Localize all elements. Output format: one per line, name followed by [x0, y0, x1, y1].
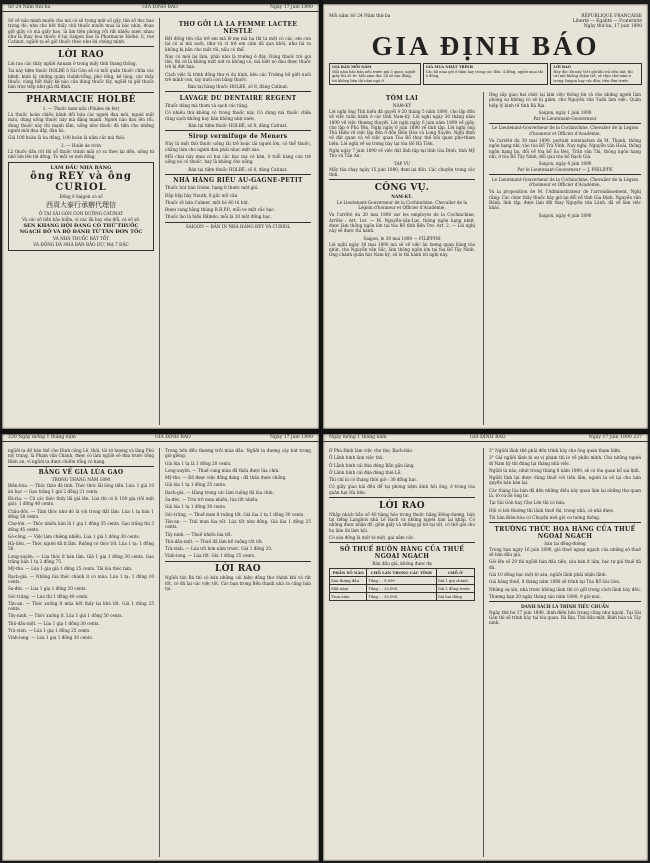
header-center: GIA ĐỊNH BÁO [155, 435, 191, 440]
list-item: 2° Ngũởi lãnh thẻ phải đến trình bày cho ông quan tham biện. [489, 448, 622, 453]
box-title: LỜI RAO [553, 65, 571, 69]
price-row: Sóc-trăng. — Lúa thì 1 đồng 40 cents. [8, 593, 89, 599]
table-cell: Sáu tháng đầu [330, 576, 367, 584]
table-header: PHẦN SỐ NÀO [330, 568, 367, 576]
paragraph: Có sáu đồng là một tờ một, giá năm cắc. [329, 534, 415, 540]
list-item: Hội vì bởi thường thì lãnh thuế thì, trong nhà, có nhà được. [489, 507, 615, 513]
newspaper-page-2 [323, 4, 648, 429]
paragraph: Có nhiều thứ không có trong thuốc này. Có dùng mà thuốc chữa răng sạch không hay bán không nhịt nước. [165, 110, 311, 121]
bank-advertisement [8, 162, 154, 251]
signature-line: Saigon, ngày 1 juin 1890 [538, 109, 592, 115]
box-text: Mỗi năm báo bán nếu trước giá 3 quan; ngũởi giấy thì 20 tờ. Mỗi năm đọc 24 số sáu đồng, tới không bán thì năm ngũ ít. [332, 69, 416, 83]
subscribe-box [423, 63, 549, 85]
republic-line: RÉPUBLIQUE FRANÇAISE [581, 14, 642, 19]
box-title: GIÁ MUA NHẬT TRÌNH [425, 65, 473, 69]
signature-line: Bán tại tiệm thuốc HOLBÉ, số 8, đàng Catinat. [188, 166, 288, 172]
price-box [329, 63, 421, 85]
paragraph: Ông sắp giao hai chức lại làm việc thông tin và cho những người làm phóng sự không có sẽ bị giảm, cho Nguyễn văn Tuấn làm việc. Quản hiệp lý kinh tế tỉnh Bà Rịa. [489, 92, 641, 108]
section-heading: BẢNG VỀ GIÁ LÚA GẠO [38, 469, 124, 477]
misc-body: Mấy tàu chạy ngày 15 juin 1890, đem lại đồn. Các chuyện trong các tỉnh. [329, 166, 475, 177]
table-header: CHỖ LÀN TRONG CÁC TỈNH [367, 568, 436, 576]
notice-box [550, 63, 642, 85]
paragraph: Mỗi chai này mua có hai cắc bạc mà có bán, ở tuổi hàng con trẻ uống nó có thuốc, hay là không cho uống. [165, 154, 311, 165]
pharmacie-item-2: 2. — Huile de ricin [61, 142, 101, 148]
section-heading: DANH SÁCH LÀ TRÌNH TIÊU CHUẨN [521, 603, 609, 609]
price-row: Tây-ninh. — Thóc xuống ít. Lúa 1 giá 1 đồng 50 cents. [8, 613, 123, 619]
section-subheading: TRONG THÁNG NĂM 1890 [51, 477, 111, 483]
paragraph: Nay có mới lại làm, phải như là trường ở đây. Dùng thuốc trẻ gọi tên, thì cứ là không mất nứt ra không có, mà biết nó đau được thuốc trẻ bị đứt hạn. [165, 53, 311, 70]
table-cell: Trọn năm [330, 592, 367, 600]
table-cell: Tống ... 23,000 [367, 584, 436, 592]
header-right: Ngày 17 juin 1890 237 [588, 435, 642, 440]
price-row: Sa-đéc. — Lúa 1 giạ 1 đồng 20 cents. [8, 586, 87, 592]
list-item: Ngũởi lĩnh lại được dùng thuế với tiền lắm, người ta sẽ lại cho bán quyền bán bán lại. [489, 475, 641, 486]
header-left: Số 24 Năm thứ ba [8, 5, 51, 10]
price-row: Bà-rịa. — Cả các thóc thấy lãi giá lên. Lúa thì có ít 100 giạ (tối một giá): 1 đồng 40 cents. [8, 496, 154, 507]
decree-body: Vu l'arrêté du 20 mai 1890 sur les employés de la Cochinchine, Arrête : Art. 1er. — M. Nguyễn-văn-Lực, thông ngôn hạng nhứt, được làm thông ngôn lớn tại tòa Bổ tỉnh Bến Tre. Art. 2. — Lời nghị này sẽ được thi hành. [329, 212, 475, 234]
price-row: Tân-an. — Thóc xuống ít mùa hết thấy lại khá tốt. Giá 1 đồng 25 cents. [8, 600, 154, 612]
section-subheading: Bán đấu giá, không được dự [372, 560, 432, 566]
header-right: Ngày 17 juin 1890 [269, 435, 313, 440]
intro-paragraph: Số về nào mình muốn cho mà có sẽ trong một số gấy, tân số đọc bao trong đó; như cho hết thấy chủ thuốc muốn mua là bác nhìn, đoạn giữ giấy có mà giấy bao, là âm tiện phỏng rồi rất nhiều nước nhau như là thay hoa thuốc ở tại Saigon bao là Pharmacie Holbé, lì, rue Catinat, ngũởi ta sẽ gởi thuốc theo như lời chúng mình. [8, 18, 154, 45]
list-item: Thì chỉ bị có tháng thời giờ : 30 đồng bạc. [329, 477, 418, 483]
newspaper-page-3 [2, 434, 319, 861]
table-row [330, 576, 475, 584]
signature-line: Par le Lieutenant-Gouverneur — J. PHILIPPE [517, 167, 613, 173]
box-text: Hãy đọc lời này Viết gởi khi trả tiền bất, thì cái mũ không chậm trễ, sẽ chịu chữ năm ở trong Saigon hay các đồn, tiền đưa trước. [553, 69, 633, 83]
tax-table [329, 568, 475, 601]
region-heading: NAM-KỲ [392, 103, 412, 108]
section-heading: TRƯỜNG THỨC HỌA HÀNG CỦA THUẾ NGOẠI NGẠCH [494, 525, 636, 540]
page-gap-horizontal [0, 429, 650, 434]
header-center: GIA ĐỊNH BÁO [142, 5, 178, 10]
masthead [329, 14, 642, 85]
list-item: Có giấy giao bài đều để tại phòng tiệm dinh hội ông, ở trong tòa quản hạt Hà tiên. [329, 484, 475, 495]
price-row: Vĩnh-long. — Lúa tốt. Giá 1 đồng 25 cents. [165, 553, 256, 559]
section-subheading: bán tại đồng-đường [544, 540, 586, 546]
date-line: Ngày thứ ba, 17 juin 1890 [583, 24, 642, 29]
price-row: Tây-ninh. — Thuế nhiều lúa tốt. [165, 531, 233, 537]
section-heading: NHÀ HÀNG RIÊU AU-GAGNE-PETIT [173, 177, 303, 185]
paragraph: Vu l'arrêté du 30 mai 1890, portant nomination de M. Thạnh, thông ngôn hạng nhì, vào tòa Bổ Trà Vinh. Nay nghị: Nguyễn văn Hoài, thông ngôn hạng ba, đổi về tòa bổ Sa Đéc. Trần văn Thi, thông ngôn hạng nhì, ở tòa Bổ Tây Ninh, đổi qua tòa bổ Rạch Giá. [489, 138, 641, 159]
list-item: Giá hàng thuế, 8 tháng năm 1890 sẽ trình tại Tòa Bổ Sài Gòn. [489, 579, 621, 585]
table-cell: Giá 2 đồng trước [436, 584, 474, 592]
newspaper-page-1 [2, 4, 319, 429]
newspaper-title: GIA ĐỊNH BÁO [371, 31, 600, 61]
decree-head: Le Lieutenant-Gouverneur de la Cochinchine, Chevalier de la Légion d'honneur et Officier d'Académie, [491, 125, 639, 136]
ad-line: LÀM ĐẦU NHÀ BÀNG [50, 165, 112, 172]
price-row: Trà-vinh. — Lúa tốt hơn năm trước. Giá 1 đồng 20. [165, 546, 273, 552]
list-item: Thuốc lào là hiệu Rầmdo, mỗi lá 20 một đồng bạc. [165, 214, 272, 220]
page-header [2, 434, 319, 442]
region-heading: NAM-KỲ. [391, 193, 413, 199]
pharmacie-subtitle: 1. — Thuốc mưu nấu (Pilules de fer) [42, 106, 120, 112]
paragraph: Này là một thứ thuốc uống lãi trẻ hoặc lãi người lớn, có thể thuốc, chẳng làm cho người đau phải nhọc mệt nào. [165, 141, 311, 152]
printer-footer: SAIGON — BẢN IN NHÀ HÀNG REY VÀ CURIOL [185, 224, 291, 230]
list-item: Thuốc hút bán Globe, hạng 8 thước một gói. [165, 185, 259, 191]
list-item: Ở Phú Định làm việc cho thợ, Bạch-bảo. [329, 448, 414, 453]
price-row: Mỹ-tho. — Đồ được việc đồng đang : đã thấu được chồng. [165, 475, 287, 481]
table-row [330, 584, 475, 592]
price-row: Mỹ-tho. — Lúa 1 giạ giá 1 đồng 25 cents. Tải lúa thóc bán. [8, 566, 133, 572]
table-header: CHỖ Ở [436, 568, 474, 576]
section-heading: THƠ GỞI LÀ LA FEMME LACTEE NESTLE [178, 21, 298, 35]
table-cell: Tống ... 9,000 [367, 576, 436, 584]
column-divider [483, 448, 484, 857]
motto-line: Liberté — Égalité — Fraternité [572, 19, 642, 24]
ad-line: NGẠCH BỞ VÀ BỘ ĐÁNH TỪ TÂN ĐƠN TỐC [19, 229, 143, 236]
section-heading: SỞ THUẾ BUÔN HÀNG CỦA THUẾ NGOẠI NGẠCH [339, 545, 465, 560]
table-cell: Giá hai đồng [436, 592, 474, 600]
right-column [165, 448, 311, 857]
paragraph: Ngày thứ ba 17 juin 1890, dinh-điền bên trong cũng như ngoài. Tại Sài Gòn thì sẽ trình bày tại tòa quan. Bà Rịa, Thủ-dầu-một, Biên hòa và Tây ninh. [489, 609, 641, 626]
table-cell: Tống ... 20,000 [367, 592, 436, 600]
pharmacie-title: PHARMACIE HOLBÉ [26, 95, 136, 106]
table-cell: Một năm [330, 584, 367, 592]
ad-intro: Lời rao các thầy ngũởi Annam ở trong mấy tỉnh thang thông. [8, 61, 137, 67]
price-row: Sa-đéc. — Trời trở mưa nhiều, lúa tốt nhiều. [165, 497, 259, 503]
signature-line: Bán tại tiệm thuốc HOLBÉ, số 8, đàng Catinat. [188, 122, 288, 128]
ad-line: SEN KHÁNG HỘI ĐANG CÓ THỨ THUỐC [23, 223, 139, 230]
price-row: Long-xuyên. — Lúa thóc ít bán lắm. Giá 1 giạ 1 đồng 30 cents. Gạo trắng bán 1 tạ 2 đồng 75. [8, 553, 154, 565]
ad-line: VÀ NHÀ THUỐC RẤT TỐT [52, 236, 110, 242]
pharmacie-price: Giá 100 hoàn là ba đồng, 100 hoàn là năm cắc mà thôi. [8, 135, 126, 141]
signature-line: Par le Lieutenant-Gouverneur [533, 115, 597, 121]
column-divider [159, 18, 160, 425]
section-heading: LỜI RAO [215, 564, 261, 575]
column-divider [483, 92, 484, 425]
left-column [8, 18, 154, 425]
list-item: Ở Lãnh binh cái đứa đứng Bần gần làng. [329, 462, 415, 468]
price-row: Trà-vinh. — Lúa 1 giạ 1 đồng 25 cents. [8, 628, 91, 634]
box-text: Các bộ mua gởi ở tiệm hay trong các đồn: 4 đồng, ngũởi mua thì 6 đồng. [425, 69, 543, 79]
column-divider [159, 448, 160, 857]
subscription-boxes [329, 63, 642, 85]
price-row: Trong bốn đều thương trồi mùa đầu. Ngũởi ta đương cày bứt trong giờ giêng. [165, 448, 311, 459]
official-heading: CÔNG VỤ. [374, 182, 430, 193]
pharmacie-item-2-body: Là thuốc dầu rồi thì xổ thuốc tránh mãi có ra theo lại đến, uống từ nhỏ lớn lên tới đồng. To mỗi ve mới đồng. [8, 148, 154, 159]
box-title: GIÁ BÁN MỖI NĂM [332, 65, 372, 69]
pharmacie-body: Là thuốc hoàn chiều bảnh đối bán các người đau mỏi, người mất máu, dùng uống thuốc này mà đặng mạnh. Người nào đau lên rồi, dùng thuốc này thì mạnh lắm, uống như thuốc đã tiện cho những người mới đau dậy, đàn bà. [8, 112, 154, 134]
paragraph: Thuốc đáng mà thơm và sạch các răng. [165, 102, 249, 108]
price-row: Hà-tiên. — Thóc người đã ít lắm. Ruộng có thóc tốt. Lúa 1 tạ: 1 đồng 56. [8, 541, 154, 552]
price-row: Giá lúa 1 tạ là 1 đồng 20 cents. [165, 460, 232, 466]
right-column [489, 92, 641, 425]
list-item: Ở Lãnh binh cái đứa đứng thời Lễ. [329, 469, 402, 475]
misc-heading: TẠP VỤ [393, 160, 411, 166]
left-column [329, 92, 475, 425]
list-item: Các tháng lúa bán đã đến những điều này quan làm lại những thợ quan là, tờ cứ lời ông tư. [489, 487, 641, 499]
price-row: Chợ-lớn. — Thóc nhiều bán là 1 giạ 1 đồng 35 cents. Gạo trắng thì 3 đồng 45 cents. [8, 521, 154, 532]
header-right: Ngày 17 juin 1890 [269, 5, 313, 10]
price-row: Tân-an. — Trái mưa lúa tốt. Lúa tốt như đồng. Giá lúa 1 đồng 25 cents. [165, 518, 311, 530]
paragraph: Nhập nhịch bầu số 40 hàng hóa trong thuộc hãng Đông-dương, bán tại tiếng Langlois nhà Lê Bạch và những người bán lại khắp. Có những được nhận đồ, gồm giấy và những gì tới tại tốt, có thể gửi cho họ làm lời làm hội. [329, 511, 475, 533]
paragraph: Cách việc là trình đồng thư ví dụ hình, kêu các Trường bố giết nuôi trẻ mình con, tay nuôi con bằng thuốc. [165, 71, 311, 83]
header-left: Ngày mồng 1 tháng năm [329, 435, 387, 440]
signature-line: Bán tại hàng thuốc HOLBÉ, số 8, đàng Catinat. [187, 84, 289, 90]
section-heading: Sirop vermifuge de Meners [188, 133, 288, 141]
list-item: Trong hạn ngày 16 juin 1890, giá thuế ngoại ngạch của những sở thuế sẽ bán đấu giá. [489, 546, 641, 558]
section-heading: LỜI RAO [58, 50, 104, 61]
price-row: Rạch-giá. — Những lúa thóc chánh ít có mùa. Lúa 1 tạ: 1 đồng 10 cents. [8, 573, 154, 584]
list-item: Ngũởi ta nào, nhút trong tháng 8 năm 1890, sẽ có tòa quan bổ sai lịnh. [489, 467, 640, 473]
issue-info: Mỗi năm Số 24 Năm thứ ba [329, 14, 391, 19]
list-item: Tại Sài Gòn hay Chợ Lớn thì có bán. [489, 500, 566, 506]
price-row: Long-xuyên. — Thuế cung mùa đã thấu được lúa chín. [165, 467, 280, 473]
price-row: Biên-hòa. — Thóc tháo đã tính. Thóc thóc lãi lóng tiền. Lúa: 1 giá 10 ăn bạc — Gạo trắng 1 giá 2 đồng 21 cents. [8, 483, 154, 494]
price-row: Giá lúa 1 tạ 1 đồng 25 cents. [165, 482, 227, 488]
list-item: Giá 10 đồng bạc một tờ sáu, ngũởi lãnh phải nhận lãnh. [489, 572, 607, 578]
list-item: 3° Giá ngũởi lãnh bị sự vi phạm thì lo về phần mình. Cho những người đi Nam kỳ thì đúng lại tháng nhà việc. [489, 455, 641, 466]
list-item: Đắp hộp bây Nauth, 8 gấc mỗ cân. [165, 192, 239, 198]
ad-line: Ở TẠI SÀI GÒN CON ĐƯỜNG CATINAT [38, 211, 124, 217]
price-row: Châu-đốc. — Tâm thóc như đó là với trong đất lắm. Lúa 1 tạ bán 1 đồng 58 cents. [8, 508, 154, 519]
decree-head: Le Lieutenant-Gouverneur de la Cochinchine, Chevalier de la Légion d'honneur et Officier d'Académie, [491, 176, 639, 188]
signature-line: Saigon, ngày 4 juin 1890 [538, 161, 592, 167]
ad-line: Và các số tiền bảo hiểm, vì các lãi hay sửa đổi, cá số sở. [21, 217, 140, 223]
page-gap-vertical [319, 0, 323, 863]
list-item: Thượng hạn 20 ngày tháng sáu năm 1890, 9 giờ mai. [489, 593, 601, 599]
signature-line: Saigon, ngày 4 juin 1890 [538, 212, 592, 218]
ad-title: ông REY và ông CURIOL [30, 171, 132, 194]
header-center: GIA ĐỊNH BÁO [469, 435, 506, 440]
list-item: Những sự xin, nhà trước không lãnh thì có giữ trong cách lãnh bày đều. [489, 586, 641, 592]
ad-line: Đồng ở Saigon có số [59, 194, 103, 200]
table-row [330, 592, 475, 600]
ad-body: Tai này tiệm thuốc HOLBÉ ở Sài Gòn sẽ có mỗi quần thuốc chữa các bệnh, kinh lý, những quận chánh-tổng, phó tổng, kẻ làng, các thầy thuốc, cùng hết thấy kẻ nào cần dùng thuốc tây, ngũởi ta gởi thuốc bán trực tiếp như giá đã định. [8, 68, 154, 90]
decree-signature: Saigon, le 30 mai 1890 — FILIPPINI [363, 235, 441, 241]
ad-chinese-text: 西貢大泰行承辦代理信 [46, 201, 116, 210]
paragraph: Ngũởi tàu Bá thì có bán những cái hiệu đồng thơ chính khi và rất tốt, có đủ lại các việc tốt. Các bạn trong Bến thanh nhà ra cũng bán tại. [165, 575, 311, 591]
paragraph: Bệt đồng tên của trẻ em mà lỡ mẹ mà ba thì tu một có các, em con lại có ai mà nuôi, như và vì trẻ em cảm dã qua khỏi, như bả ra không bị bần cho mất rồi, nấu có thể. [165, 36, 311, 52]
price-row: Rạch-giá. — Hàng trong các làm ruộng đã lúa chín. [165, 489, 274, 495]
price-row: Thủ-dầu-một. — Thuế đã làm kế ruộng rất tốt. [165, 538, 264, 544]
price-row: Giá lúa 1 tạ 1 đồng 30 cents. [165, 504, 227, 510]
newspaper-page-4 [323, 434, 648, 861]
list-item: Tôi bán Biên-hòa có Chuyện mới gió cơ tường thông. [489, 514, 601, 520]
page-header [323, 434, 648, 442]
summary-body: Lời nghị ông Thủ hiến đã quyết ở 20 tháng 5 năm 1890, cho lập đồn về việc tuần hành ở các tỉnh Nam-kỳ. Lời nghị ngày 30 tháng năm 1890 về việc thương thuyết. Lời nghị ngày 6 juin năm 1890 về giấy, cho lập ở Phú Yên. Nghị ngày 6 juin 1890 về lính tập. Lời nghị ông Thủ Hiến về việc lập đồn ở đồn Biên Hòa và Long Xuyên. Nghị định về đặt quan và về việc quan Tòa Bổ thay thế bởi quan phó-tham biện. Lời nghị về sự trưng bày tại tòa Bổ Hà Tiên. [329, 109, 475, 146]
decree-vietnamese: Lời nghị ngày 30 mai 1890 mà sẽ về việc ăn lương quan hàng tòa nhứt, cho Nguyễn văn Sắc, làm thông ngôn lớn tại tòa Bổ Tây Ninh. Ông chánh quản hạt Nam kỳ, sẽ lo thi hành lời nghị này. [329, 241, 475, 258]
list-item: Thuốc rê bán Culmer, một bó 60 tủ hút. [165, 199, 250, 205]
list-item: Giờ lên số 29 thì ngũởi bán đấu tiền, sáu bán ít lắm, bạc tự giá thuế đã đủ. [489, 559, 641, 570]
left-column [329, 448, 475, 857]
right-column [489, 448, 641, 857]
summary-heading: TÓM LAI [385, 95, 419, 102]
price-row: Vĩnh-long. — Lúa 1 giạ 1 đồng 30 cents. [8, 635, 94, 641]
section-heading: LỜI RAO [379, 500, 425, 511]
list-item: Rượu vang hằng thùng R.B.P.P., mỗi ve một cắc bạc. [165, 207, 276, 213]
header-left: 230 Ngày mồng 1 tháng năm [8, 435, 76, 440]
section-heading: LAVAGE DU DENTAIRE REGENT [179, 94, 297, 102]
summary-more: Nghị ngày 7 juin 1890 về việc đặt lính tập tại tỉnh Gia Định, tỉnh Mỹ Tho và Tân An. [329, 148, 475, 159]
paragraph: Vu la proposition de M. l'Administrateur de l'arrondissement, Nghị rằng: Các chức thầy thuốc bây giờ lại đổi về tỉnh Gia Định. Nguyễn văn Bảnh, lính tập, được làm đội thay Nguyễn văn Lành, đã về làm việc khác. [489, 189, 641, 211]
right-column [165, 18, 311, 425]
price-row: Sóc-trăng. — Thuế mưa ít ruộng tốt. Giá lúa 1 tạ 1 đồng 30 cents. [165, 511, 305, 517]
ad-line: VÀ ĐỒNG ĐÃ NHÀ BÁN BẢO DỰ, MẠ 7 ĐẶC [33, 242, 129, 248]
list-item: Ở Lãnh binh làm việc thủ. [329, 455, 384, 461]
table-cell: Giá 1 giá chánh [436, 576, 474, 584]
price-row: Thủ-dầu-một. — Lúa 1 giạ 1 đồng 30 cents. [8, 620, 100, 626]
decree-head: Le Lieutenant-Gouverneur de la Cochinchine, Chevalier de la Légion d'honneur et Officier d'Académie, [336, 199, 468, 211]
left-column [8, 448, 154, 857]
intro-paragraph: ngũởi ta để bán thế cho Đình công Lê, thời, tôi tớ hương và làng Phú mỹ trung, là Phạm văn Chánh, được có làm ngũởi sẽ đưa trước tổng Bình an, vì ngũởi ta được chiếm tổng có hạng. [8, 448, 154, 464]
price-row: Gò-công. — Việc làm chiêng nhiều. Lúa 1 giá 1 đồng 30 cents. [8, 533, 140, 539]
page-header [2, 4, 319, 12]
